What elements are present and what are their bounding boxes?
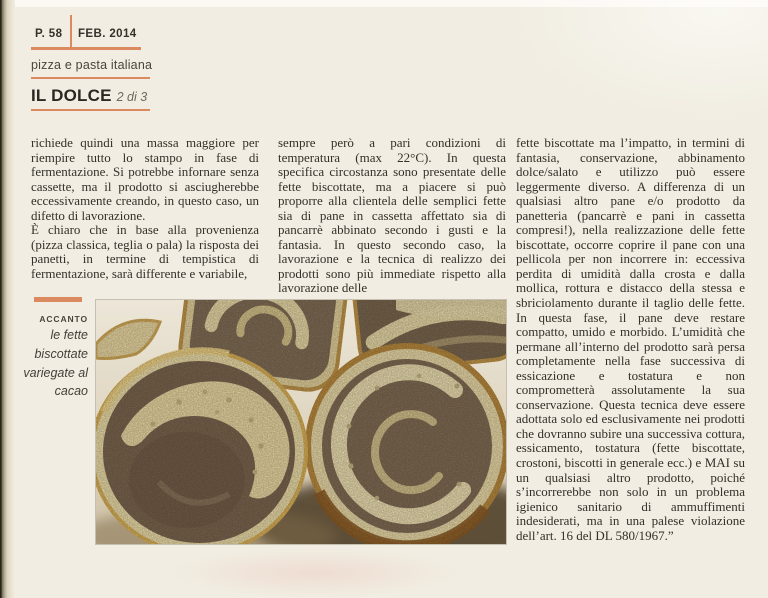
- section-part-indicator: 2 di 3: [116, 90, 148, 104]
- section-heading: [31, 86, 147, 106]
- header-vertical-divider: [70, 15, 72, 47]
- caption-accent-bar: [34, 297, 82, 302]
- article-column-2: [278, 136, 506, 296]
- section-title: IL DOLCE: [31, 86, 112, 105]
- article-column-1: [31, 136, 259, 281]
- scan-top-edge: [0, 0, 768, 7]
- page-number: P. 58: [35, 28, 63, 40]
- marbled-cocoa-bread-slices-photo: [96, 300, 506, 544]
- scan-light-artifact: [508, 0, 768, 120]
- page-spine: [0, 0, 15, 598]
- caption-label: ACCANTO: [39, 314, 88, 324]
- caption-text: le fette biscottate variegate al cacao: [23, 328, 88, 399]
- bread-photo-illustration: [96, 300, 506, 544]
- issue-date: FEB. 2014: [78, 28, 137, 40]
- article-paragraph: sempre però a pari condizioni di temperatura (max 22°C). In questa specifica circostanza sono presentate delle fette biscottate, ma a piacere si può proporre alla clientela delle semplici fette sia di pane in cassetta affettato sia di pancarrè abbinato secondo i gusti e la fantasia. In questo secondo caso, la lavorazione e la tecnica di realizzo dei prodotti sono più immediate rispetto alla lavorazione delle: [278, 135, 506, 296]
- header-rule-top: [31, 47, 141, 50]
- article-paragraph: fette biscottate ma l’impatto, in termini di fantasia, conservazione, abbinamento dolce/salato e utilizzo può essere leggermente diverso. A differenza di un qualsiasi altro pane e/o prodotto da panetteria (pancarrè e pani in cassetta compresi!), nella realizzazione delle fette biscottate, occorre coprire il pane con una pellicola per non incorrere in: eccessiva perdita di umidità dalla crosta e dalla mollica, rottura e distacco della stessa e sbriciolamento durante il taglio delle fette. In questa fase, il pane deve restare compatto, umido e morbido. L’umidità che permane all’interno del prodotto sarà persa completamente nella fase successiva di essicazione e tostatura e non comprometterà assolutamente la sua conservazione. Questa tecnica deve essere adottata solo ed esclusivamente nei prodotti che dovranno subire una successiva cottura, essicamento, tostatura (fette biscottate, crostoni, biscotti in generale ecc.) e MAI su un qualsiasi altro prodotto, poiché s’incorrerebbe non solo in un problema igienico sanitario di ammuffimenti indesiderati, ma in una palese violazione dell’art. 16 del DL 580/1967.”: [516, 135, 745, 543]
- magazine-name: pizza e pasta italiana: [31, 58, 153, 72]
- header-rule-bottom: [31, 109, 150, 111]
- article-column-3: [516, 136, 745, 543]
- photo-caption: [20, 297, 88, 401]
- scan-blotch-artifact: [170, 548, 460, 598]
- header-rule-middle: [31, 77, 150, 79]
- article-paragraph: È chiaro che in base alla provenienza (pizza classica, teglia o pala) la risposta dei panetti, in termine di tempistica di fermentazione, sarà differente e variabile,: [31, 222, 259, 281]
- article-paragraph: richiede quindi una massa maggiore per riempire tutto lo stampo in fase di fermentazione. Si potrebbe infornare senza cassette, ma il prodotto si asciugherebbe eccessivamente creando, in questo caso, un difetto di lavorazione.: [31, 135, 259, 223]
